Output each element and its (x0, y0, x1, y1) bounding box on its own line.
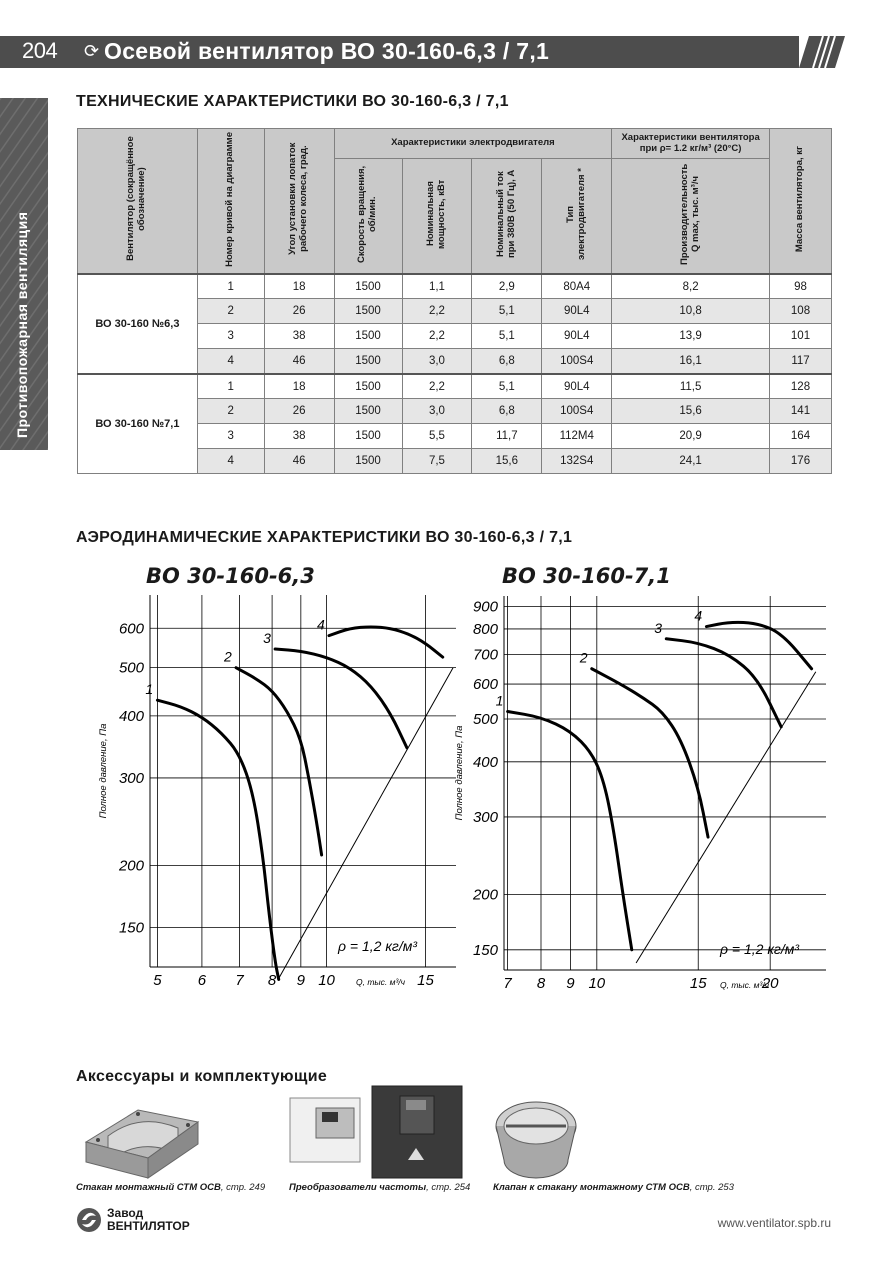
x-tick-label: 15 (689, 975, 707, 992)
logo-icon (76, 1206, 102, 1234)
table-cell: 24,1 (612, 449, 770, 474)
table-cell: 5,5 (402, 424, 472, 449)
curve-1 (508, 712, 632, 950)
table-cell: 1 (197, 374, 264, 399)
table-cell: 2 (197, 399, 264, 424)
model-cell: ВО 30-160 №6,3 (78, 274, 198, 374)
spec-table (77, 128, 832, 474)
y-tick-label: 700 (472, 646, 498, 664)
table-cell: 10,8 (612, 299, 770, 324)
curve-label-4: 4 (316, 616, 325, 633)
curve-label-4: 4 (694, 607, 703, 624)
y-tick-label: 900 (472, 598, 498, 616)
table-cell: 4 (197, 349, 264, 374)
table-cell: 2,2 (402, 324, 472, 349)
curve-2 (236, 668, 322, 855)
x-tick-label: 15 (417, 972, 434, 989)
curve-label-2: 2 (224, 648, 232, 665)
footer-url[interactable]: www.ventilator.spb.ru (717, 1216, 831, 1230)
table-cell: 1500 (334, 399, 402, 424)
col-group-motor: Характеристики электродвигателя (334, 129, 612, 159)
y-axis-label: Полное давление, Па (454, 725, 465, 821)
table-cell: 11,7 (472, 424, 542, 449)
table-cell: 1500 (334, 424, 402, 449)
col-speed: Скорость вращения, об/мин. (334, 159, 402, 274)
acc-caption-sleeve: Стакан монтажный СТМ ОСВ, стр. 249 (76, 1182, 266, 1193)
table-cell: 18 (264, 374, 334, 399)
aero-title: АЭРОДИНАМИЧЕСКИЕ ХАРАКТЕРИСТИКИ ВО 30-160-6,3 / 7,1 (76, 529, 573, 546)
table-cell: 7,5 (402, 449, 472, 474)
table-cell: 1500 (334, 299, 402, 324)
table-cell: 90L4 (542, 299, 612, 324)
table-cell: 2 (197, 299, 264, 324)
table-cell: 1500 (334, 374, 402, 399)
y-tick-label: 500 (118, 659, 144, 677)
model-cell: ВО 30-160 №7,1 (78, 374, 198, 474)
table-cell: 1500 (334, 274, 402, 299)
damper-valve-image (490, 1096, 590, 1180)
density-note: ρ = 1,2 кг/м³ (338, 938, 417, 954)
curve-label-1: 1 (145, 681, 154, 698)
stripes-decoration (799, 36, 845, 68)
table-cell: 6,8 (472, 349, 542, 374)
side-tab (0, 98, 48, 450)
table-cell: 18 (264, 274, 334, 299)
x-tick-label: 10 (318, 972, 335, 989)
table-cell: 26 (264, 299, 334, 324)
curve-label-1: 1 (495, 692, 504, 709)
table-cell: 1500 (334, 324, 402, 349)
table-cell: 46 (264, 349, 334, 374)
table-cell: 112М4 (542, 424, 612, 449)
footer-logo (76, 1206, 190, 1239)
table-cell: 1500 (334, 449, 402, 474)
acc-caption-valve: Клапан к стакану монтажному СТМ ОСВ, стр. 253 (493, 1182, 734, 1193)
chart1-title: ВО 30-160-6,3 (146, 564, 315, 588)
y-tick-label: 200 (472, 886, 498, 904)
table-cell: 16,1 (612, 349, 770, 374)
col-curve: Номер кривой на диаграмме (197, 129, 264, 274)
y-tick-label: 150 (472, 941, 498, 959)
x-tick-label: 10 (588, 975, 606, 992)
y-tick-label: 800 (472, 620, 498, 638)
x-tick-label: 8 (267, 972, 277, 989)
table-cell: 15,6 (472, 449, 542, 474)
table-cell: 3,0 (402, 349, 472, 374)
table-cell: 98 (770, 274, 832, 299)
y-tick-label: 150 (118, 919, 144, 937)
y-tick-label: 600 (472, 676, 498, 694)
col-group-fan: Характеристики вентилятора при ρ= 1.2 кг/м³ (20°С) (612, 129, 770, 159)
page-number: 204 (22, 38, 58, 63)
y-tick-label: 400 (118, 707, 144, 725)
x-axis-label: Q, тыс. м³/ч (356, 977, 406, 987)
x-tick-label: 9 (296, 972, 306, 989)
y-tick-label: 600 (118, 620, 144, 638)
mount-sleeve-image (78, 1092, 208, 1180)
y-tick-label: 300 (118, 769, 144, 787)
table-cell: 15,6 (612, 399, 770, 424)
table-cell: 1500 (334, 349, 402, 374)
col-angle: Угол установки лопаток рабочего колеса, град. (264, 129, 334, 274)
table-cell: 90L4 (542, 324, 612, 349)
col-fan: Вентилятор (сокращённое обозначение) (78, 129, 198, 274)
table-cell: 6,8 (472, 399, 542, 424)
table-cell: 80А4 (542, 274, 612, 299)
table-cell: 128 (770, 374, 832, 399)
table-cell: 101 (770, 324, 832, 349)
table-cell: 8,2 (612, 274, 770, 299)
x-axis-label: Q, тыс. м³/ч (720, 980, 770, 990)
curve-1 (157, 700, 278, 979)
table-cell: 100S4 (542, 399, 612, 424)
accessories-title: Аксессуары и комплектующие (76, 1068, 328, 1085)
x-tick-label: 20 (761, 975, 779, 992)
table-cell: 164 (770, 424, 832, 449)
table-cell: 1,1 (402, 274, 472, 299)
x-tick-label: 8 (536, 975, 546, 992)
table-cell: 5,1 (472, 299, 542, 324)
table-cell: 108 (770, 299, 832, 324)
x-tick-label: 7 (235, 972, 244, 989)
table-cell: 3 (197, 324, 264, 349)
col-mass: Масса вентилятора, кг (770, 129, 832, 274)
x-tick-label: 9 (566, 975, 575, 992)
table-cell: 2,9 (472, 274, 542, 299)
side-tab-label: Противопожарная вентиляция (14, 211, 30, 438)
table-cell: 4 (197, 449, 264, 474)
x-tick-label: 7 (503, 975, 512, 992)
curve-label-3: 3 (654, 619, 663, 636)
limit-line (278, 668, 453, 980)
swirl-icon: ⟳ (84, 41, 100, 61)
col-flow: Производительность Q max, тыс. м³/ч (612, 159, 770, 274)
table-cell: 1 (197, 274, 264, 299)
col-current: Номинальный ток при 380В (50 Гц), А (472, 159, 542, 274)
table-cell: 176 (770, 449, 832, 474)
chart-vo-6-3 (94, 595, 464, 1020)
table-cell: 2,2 (402, 299, 472, 324)
x-tick-label: 6 (197, 972, 207, 989)
table-cell: 117 (770, 349, 832, 374)
table-cell: 3 (197, 424, 264, 449)
table-cell: 26 (264, 399, 334, 424)
table-cell: 2,2 (402, 374, 472, 399)
table-row (78, 274, 832, 299)
chart-vo-7-1 (450, 590, 840, 1020)
table-row (78, 374, 832, 399)
acc-caption-converters: Преобразователи частоты, стр. 254 (289, 1182, 471, 1193)
curve-3 (666, 639, 781, 727)
table-cell: 20,9 (612, 424, 770, 449)
table-cell: 132S4 (542, 449, 612, 474)
chart2-title: ВО 30-160-7,1 (502, 564, 671, 588)
curve-3 (275, 649, 407, 748)
curve-label-2: 2 (579, 649, 588, 666)
table-cell: 100S4 (542, 349, 612, 374)
table-cell: 38 (264, 424, 334, 449)
frequency-converters-image (288, 1082, 473, 1180)
tech-title: ТЕХНИЧЕСКИЕ ХАРАКТЕРИСТИКИ ВО 30-160-6,3 / 7,1 (76, 93, 509, 110)
y-tick-label: 200 (118, 857, 144, 875)
y-tick-label: 400 (472, 753, 498, 771)
col-type: Тип электродвигателя * (542, 159, 612, 274)
y-tick-label: 500 (472, 711, 498, 729)
table-cell: 5,1 (472, 374, 542, 399)
table-cell: 90L4 (542, 374, 612, 399)
curve-label-3: 3 (263, 630, 271, 647)
col-power: Номинальная мощность, кВт (402, 159, 472, 274)
brand-line1: Завод (107, 1206, 144, 1220)
table-cell: 11,5 (612, 374, 770, 399)
page-title: Осевой вентилятор ВО 30-160-6,3 / 7,1 (104, 38, 550, 64)
x-tick-label: 5 (153, 972, 162, 989)
table-cell: 13,9 (612, 324, 770, 349)
table-cell: 141 (770, 399, 832, 424)
table-cell: 3,0 (402, 399, 472, 424)
page-header (0, 36, 845, 68)
density-note: ρ = 1,2 кг/м³ (720, 941, 799, 957)
y-axis-label: Полное давление, Па (98, 723, 109, 819)
y-tick-label: 300 (472, 808, 498, 826)
table-cell: 5,1 (472, 324, 542, 349)
table-cell: 46 (264, 449, 334, 474)
brand-line2: ВЕНТИЛЯТОР (107, 1219, 190, 1233)
table-cell: 38 (264, 324, 334, 349)
